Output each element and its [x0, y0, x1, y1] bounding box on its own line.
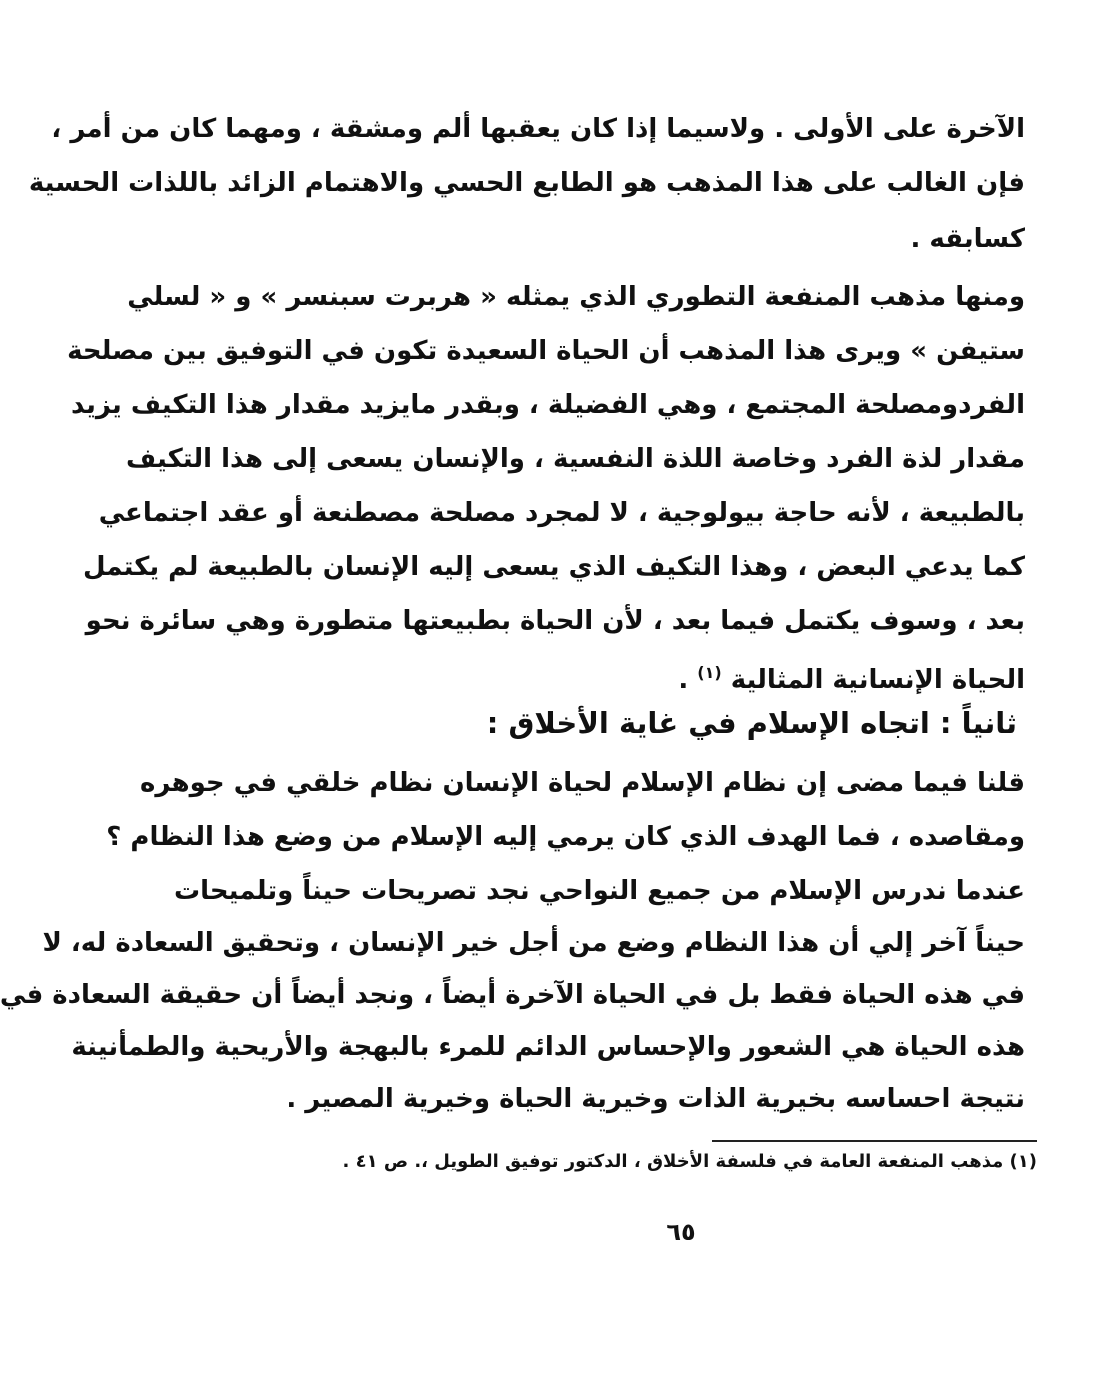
text-line: مقدار لذة الفرد وخاصة اللذة النفسية ، والإنسان يسعى إلى هذا التكيف [126, 444, 1025, 474]
text-line [307, 656, 1025, 695]
text-line: هذه الحياة هي الشعور والإحساس الدائم للمرء بالبهجة والأريحية والطمأنينة [71, 1032, 1025, 1062]
text-line: ستيفن » ويرى هذا المذهب أن الحياة السعيدة تكون في التوفيق بين مصلحة [67, 336, 1025, 366]
text-line: فإن الغالب على هذا المذهب هو الطابع الحسي والاهتمام الزائد باللذات الحسية [28, 168, 1025, 198]
text-line: بعد ، وسوف يكتمل فيما بعد ، لأن الحياة بطبيعتها متطورة وهي سائرة نحو [85, 606, 1025, 636]
text-fragment: الحياة الإنسانية المثالية [730, 665, 1025, 695]
text-line: ومقاصده ، فما الهدف الذي كان يرمي إليه الإسلام من وضع هذا النظام ؟ [106, 822, 1025, 852]
text-line: نتيجة احساسه بخيرية الذات وخيرية الحياة وخيرية المصير . [286, 1084, 1025, 1114]
text-line: كسابقه . [910, 224, 1025, 254]
sentence-period: . [678, 665, 698, 695]
footnote-reference: (١) [697, 663, 722, 682]
text-line: كما يدعي البعض ، وهذا التكيف الذي يسعى إليه الإنسان بالطبيعة لم يكتمل [83, 552, 1025, 582]
text-line: قلنا فيما مضى إن نظام الإسلام لحياة الإنسان نظام خلقي في جوهره [140, 768, 1025, 798]
text-line: بالطبيعة ، لأنه حاجة بيولوجية ، لا لمجرد مصلحة مصطنعة أو عقد اجتماعي [98, 498, 1025, 528]
footnote: (١) مذهب المنفعة العامة في فلسفة الأخلاق ، الدكتور توفيق الطويل ،. ص ٤١ . [342, 1151, 1037, 1172]
section-heading: ثانياً : اتجاه الإسلام في غاية الأخلاق : [486, 706, 1017, 740]
text-line: عندما ندرس الإسلام من جميع النواحي نجد تصريحات حيناً وتلميحات [174, 876, 1025, 906]
text-line: الآخرة على الأولى . ولاسيما إذا كان يعقبها ألم ومشقة ، ومهما كان من أمر ، [51, 114, 1025, 144]
text-line: الفردومصلحة المجتمع ، وهي الفضيلة ، وبقدر مايزيد مقدار هذا التكيف يزيد [71, 390, 1025, 420]
text-line: حيناً آخر إلي أن هذا النظام وضع من أجل خير الإنسان ، وتحقيق السعادة له، لا [42, 928, 1025, 958]
page-number: ٦٥ [666, 1218, 696, 1246]
footnote-divider [712, 1140, 1037, 1142]
text-line: ومنها مذهب المنفعة التطوري الذي يمثله « هربرت سبنسر » و « لسلي [127, 282, 1025, 312]
text-line: في هذه الحياة فقط بل في الحياة الآخرة أيضاً ، ونجد أيضاً أن حقيقة السعادة في [0, 980, 1025, 1010]
